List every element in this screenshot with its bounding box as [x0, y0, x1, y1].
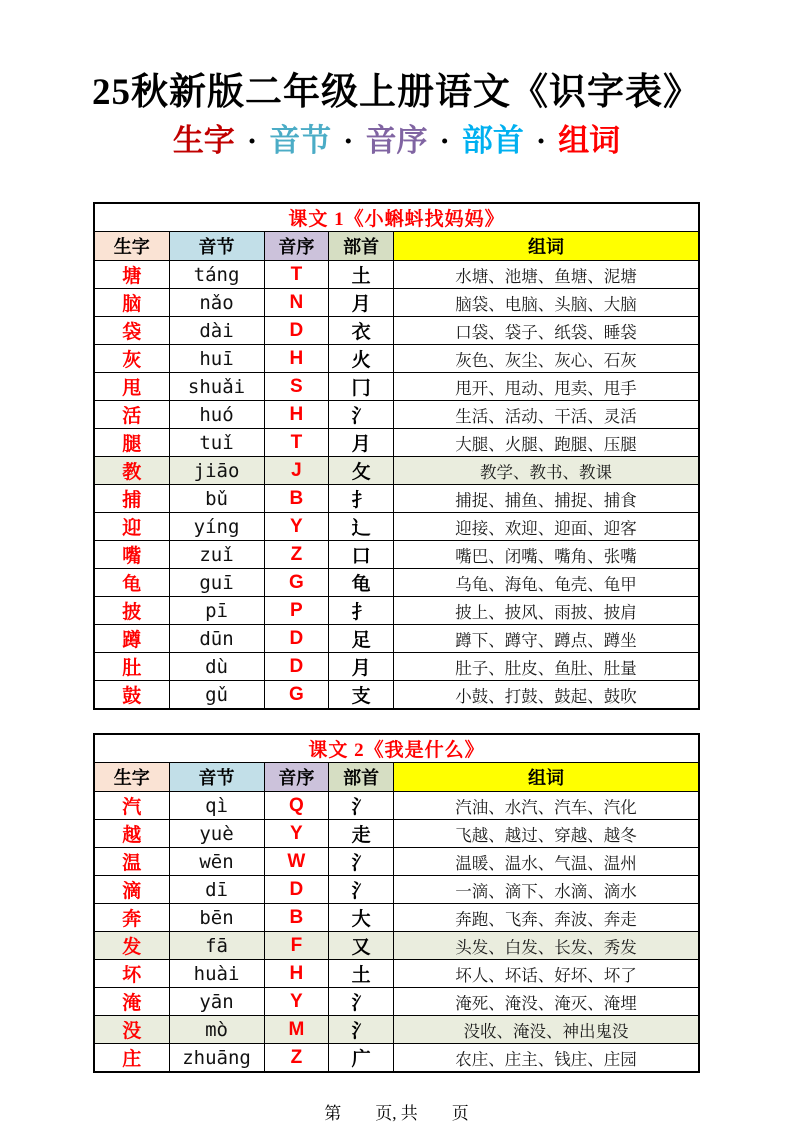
cell-char: 嘴 [94, 541, 169, 569]
cell-char: 教 [94, 457, 169, 485]
page-title: 25秋新版二年级上册语文《识字表》 [92, 72, 701, 113]
cell-initial: H [264, 345, 329, 373]
cell-char: 没 [94, 1016, 169, 1044]
cell-char: 越 [94, 820, 169, 848]
subtitle-part: 音节 [269, 123, 332, 158]
cell-words: 水塘、池塘、鱼塘、泥塘 [393, 261, 699, 289]
table-row [94, 988, 699, 1016]
cell-initial: B [264, 904, 329, 932]
table-row [94, 960, 699, 988]
cell-pinyin: yān [169, 988, 264, 1016]
cell-pinyin: huó [169, 401, 264, 429]
cell-radical: 扌 [329, 597, 394, 625]
table-row [94, 401, 699, 429]
cell-initial: G [264, 681, 329, 710]
subtitle-part: 组词 [558, 123, 621, 158]
cell-char: 汽 [94, 792, 169, 820]
cell-words: 披上、披风、雨披、披肩 [393, 597, 699, 625]
cell-radical: 月 [329, 429, 394, 457]
cell-words: 脑袋、电脑、头脑、大脑 [393, 289, 699, 317]
subtitle-dot: · [343, 123, 354, 158]
cell-pinyin: tuǐ [169, 429, 264, 457]
cell-pinyin: huài [169, 960, 264, 988]
cell-radical: 辶 [329, 513, 394, 541]
cell-pinyin: wēn [169, 848, 264, 876]
subtitle-part: 音序 [365, 123, 428, 158]
cell-pinyin: bēn [169, 904, 264, 932]
table-row [94, 373, 699, 401]
cell-char: 鼓 [94, 681, 169, 710]
table-body [94, 792, 699, 1073]
cell-radical: 龟 [329, 569, 394, 597]
cell-pinyin: shuǎi [169, 373, 264, 401]
cell-words: 飞越、越过、穿越、越冬 [393, 820, 699, 848]
cell-initial: F [264, 932, 329, 960]
cell-pinyin: bǔ [169, 485, 264, 513]
cell-initial: Q [264, 792, 329, 820]
column-header-char: 生字 [94, 763, 169, 792]
cell-radical: 口 [329, 541, 394, 569]
cell-char: 蹲 [94, 625, 169, 653]
cell-initial: H [264, 960, 329, 988]
cell-initial: W [264, 848, 329, 876]
cell-char: 袋 [94, 317, 169, 345]
cell-char: 腿 [94, 429, 169, 457]
cell-radical: 支 [329, 681, 394, 710]
cell-words: 口袋、袋子、纸袋、睡袋 [393, 317, 699, 345]
table-row [94, 597, 699, 625]
cell-pinyin: zuǐ [169, 541, 264, 569]
cell-words: 蹲下、蹲守、蹲点、蹲坐 [393, 625, 699, 653]
cell-radical: 走 [329, 820, 394, 848]
column-header-initial: 音序 [264, 763, 329, 792]
cell-pinyin: dī [169, 876, 264, 904]
column-header-row [94, 763, 699, 792]
cell-pinyin: pī [169, 597, 264, 625]
cell-char: 脑 [94, 289, 169, 317]
cell-pinyin: yíng [169, 513, 264, 541]
cell-pinyin: dù [169, 653, 264, 681]
page-subtitle [0, 122, 793, 160]
column-header-words: 组词 [393, 232, 699, 261]
cell-words: 头发、白发、长发、秀发 [393, 932, 699, 960]
table-body [94, 261, 699, 710]
cell-radical: 氵 [329, 792, 394, 820]
cell-radical: 衣 [329, 317, 394, 345]
table-row [94, 289, 699, 317]
cell-words: 农庄、庄主、钱庄、庄园 [393, 1044, 699, 1073]
cell-char: 温 [94, 848, 169, 876]
cell-words: 乌龟、海龟、龟壳、龟甲 [393, 569, 699, 597]
cell-words: 灰色、灰尘、灰心、石灰 [393, 345, 699, 373]
table-row [94, 457, 699, 485]
cell-radical: 又 [329, 932, 394, 960]
table-row [94, 820, 699, 848]
table-row [94, 653, 699, 681]
cell-words: 捕捉、捕鱼、捕捉、捕食 [393, 485, 699, 513]
cell-initial: G [264, 569, 329, 597]
cell-radical: 攵 [329, 457, 394, 485]
subtitle-part: 生字 [172, 123, 235, 158]
cell-pinyin: yuè [169, 820, 264, 848]
cell-pinyin: dài [169, 317, 264, 345]
cell-radical: 扌 [329, 485, 394, 513]
cell-char: 塘 [94, 261, 169, 289]
cell-words: 大腿、火腿、跑腿、压腿 [393, 429, 699, 457]
column-header-initial: 音序 [264, 232, 329, 261]
cell-radical: 冂 [329, 373, 394, 401]
table-row [94, 932, 699, 960]
cell-radical: 氵 [329, 848, 394, 876]
cell-initial: S [264, 373, 329, 401]
cell-char: 滴 [94, 876, 169, 904]
cell-initial: D [264, 317, 329, 345]
subtitle-dot: · [246, 123, 258, 158]
cell-words: 坏人、坏话、好坏、坏了 [393, 960, 699, 988]
cell-pinyin: dūn [169, 625, 264, 653]
cell-pinyin: nǎo [169, 289, 264, 317]
cell-radical: 广 [329, 1044, 394, 1073]
cell-radical: 氵 [329, 1016, 394, 1044]
cell-pinyin: huī [169, 345, 264, 373]
lesson-title-row [94, 203, 699, 232]
cell-pinyin: mò [169, 1016, 264, 1044]
cell-radical: 土 [329, 960, 394, 988]
cell-words: 汽油、水汽、汽车、汽化 [393, 792, 699, 820]
cell-char: 灰 [94, 345, 169, 373]
cell-char: 坏 [94, 960, 169, 988]
cell-words: 一滴、滴下、水滴、滴水 [393, 876, 699, 904]
cell-radical: 月 [329, 653, 394, 681]
subtitle-part: 部首 [461, 123, 524, 158]
cell-pinyin: táng [169, 261, 264, 289]
column-header-radical: 部首 [329, 763, 394, 792]
cell-radical: 大 [329, 904, 394, 932]
table-row [94, 513, 699, 541]
cell-words: 肚子、肚皮、鱼肚、肚量 [393, 653, 699, 681]
cell-initial: T [264, 261, 329, 289]
cell-radical: 月 [329, 289, 394, 317]
subtitle-dot: · [535, 123, 547, 158]
cell-initial: H [264, 401, 329, 429]
cell-char: 甩 [94, 373, 169, 401]
cell-words: 甩开、甩动、甩卖、甩手 [393, 373, 699, 401]
cell-initial: J [264, 457, 329, 485]
column-header-pinyin: 音节 [169, 763, 264, 792]
cell-pinyin: fā [169, 932, 264, 960]
lesson-title: 课文 2《我是什么》 [94, 734, 699, 763]
column-header-row [94, 232, 699, 261]
cell-initial: M [264, 1016, 329, 1044]
cell-initial: Y [264, 988, 329, 1016]
column-header-char: 生字 [94, 232, 169, 261]
cell-char: 奔 [94, 904, 169, 932]
lesson-title-row [94, 734, 699, 763]
cell-radical: 氵 [329, 988, 394, 1016]
cell-pinyin: zhuāng [169, 1044, 264, 1073]
table-row [94, 792, 699, 820]
cell-radical: 氵 [329, 401, 394, 429]
cell-radical: 足 [329, 625, 394, 653]
cell-char: 迎 [94, 513, 169, 541]
cell-words: 生活、活动、干活、灵活 [393, 401, 699, 429]
cell-initial: D [264, 625, 329, 653]
cell-initial: B [264, 485, 329, 513]
cell-initial: Z [264, 1044, 329, 1073]
lesson-table-1 [93, 202, 700, 710]
table-row [94, 485, 699, 513]
cell-pinyin: gǔ [169, 681, 264, 710]
table-row [94, 569, 699, 597]
column-header-words: 组词 [393, 763, 699, 792]
table-row [94, 848, 699, 876]
cell-char: 淹 [94, 988, 169, 1016]
table-row [94, 1044, 699, 1073]
cell-pinyin: guī [169, 569, 264, 597]
cell-radical: 土 [329, 261, 394, 289]
cell-char: 龟 [94, 569, 169, 597]
cell-radical: 火 [329, 345, 394, 373]
lesson-title: 课文 1《小蝌蚪找妈妈》 [94, 203, 699, 232]
cell-char: 肚 [94, 653, 169, 681]
page-footer: 第 页, 共 页 [324, 1104, 469, 1122]
cell-char: 活 [94, 401, 169, 429]
cell-char: 庄 [94, 1044, 169, 1073]
cell-pinyin: jiāo [169, 457, 264, 485]
table-row [94, 904, 699, 932]
cell-words: 淹死、淹没、淹灭、淹埋 [393, 988, 699, 1016]
cell-words: 奔跑、飞奔、奔波、奔走 [393, 904, 699, 932]
cell-char: 发 [94, 932, 169, 960]
cell-words: 温暖、温水、气温、温州 [393, 848, 699, 876]
cell-initial: D [264, 876, 329, 904]
subtitle-dot: · [439, 123, 450, 158]
table-row [94, 1016, 699, 1044]
table-row [94, 345, 699, 373]
cell-words: 没收、淹没、神出鬼没 [393, 1016, 699, 1044]
cell-initial: Y [264, 820, 329, 848]
table-row [94, 681, 699, 710]
column-header-radical: 部首 [329, 232, 394, 261]
table-row [94, 625, 699, 653]
cell-words: 教学、教书、教课 [393, 457, 699, 485]
cell-initial: Z [264, 541, 329, 569]
cell-words: 嘴巴、闭嘴、嘴角、张嘴 [393, 541, 699, 569]
table-row [94, 261, 699, 289]
cell-words: 小鼓、打鼓、鼓起、鼓吹 [393, 681, 699, 710]
lesson-table-2 [93, 733, 700, 1073]
cell-initial: T [264, 429, 329, 457]
cell-char: 捕 [94, 485, 169, 513]
cell-pinyin: qì [169, 792, 264, 820]
cell-radical: 氵 [329, 876, 394, 904]
cell-words: 迎接、欢迎、迎面、迎客 [393, 513, 699, 541]
table-row [94, 876, 699, 904]
table-row [94, 541, 699, 569]
cell-initial: Y [264, 513, 329, 541]
cell-char: 披 [94, 597, 169, 625]
table-row [94, 429, 699, 457]
column-header-pinyin: 音节 [169, 232, 264, 261]
cell-initial: P [264, 597, 329, 625]
cell-initial: N [264, 289, 329, 317]
table-row [94, 317, 699, 345]
cell-initial: D [264, 653, 329, 681]
